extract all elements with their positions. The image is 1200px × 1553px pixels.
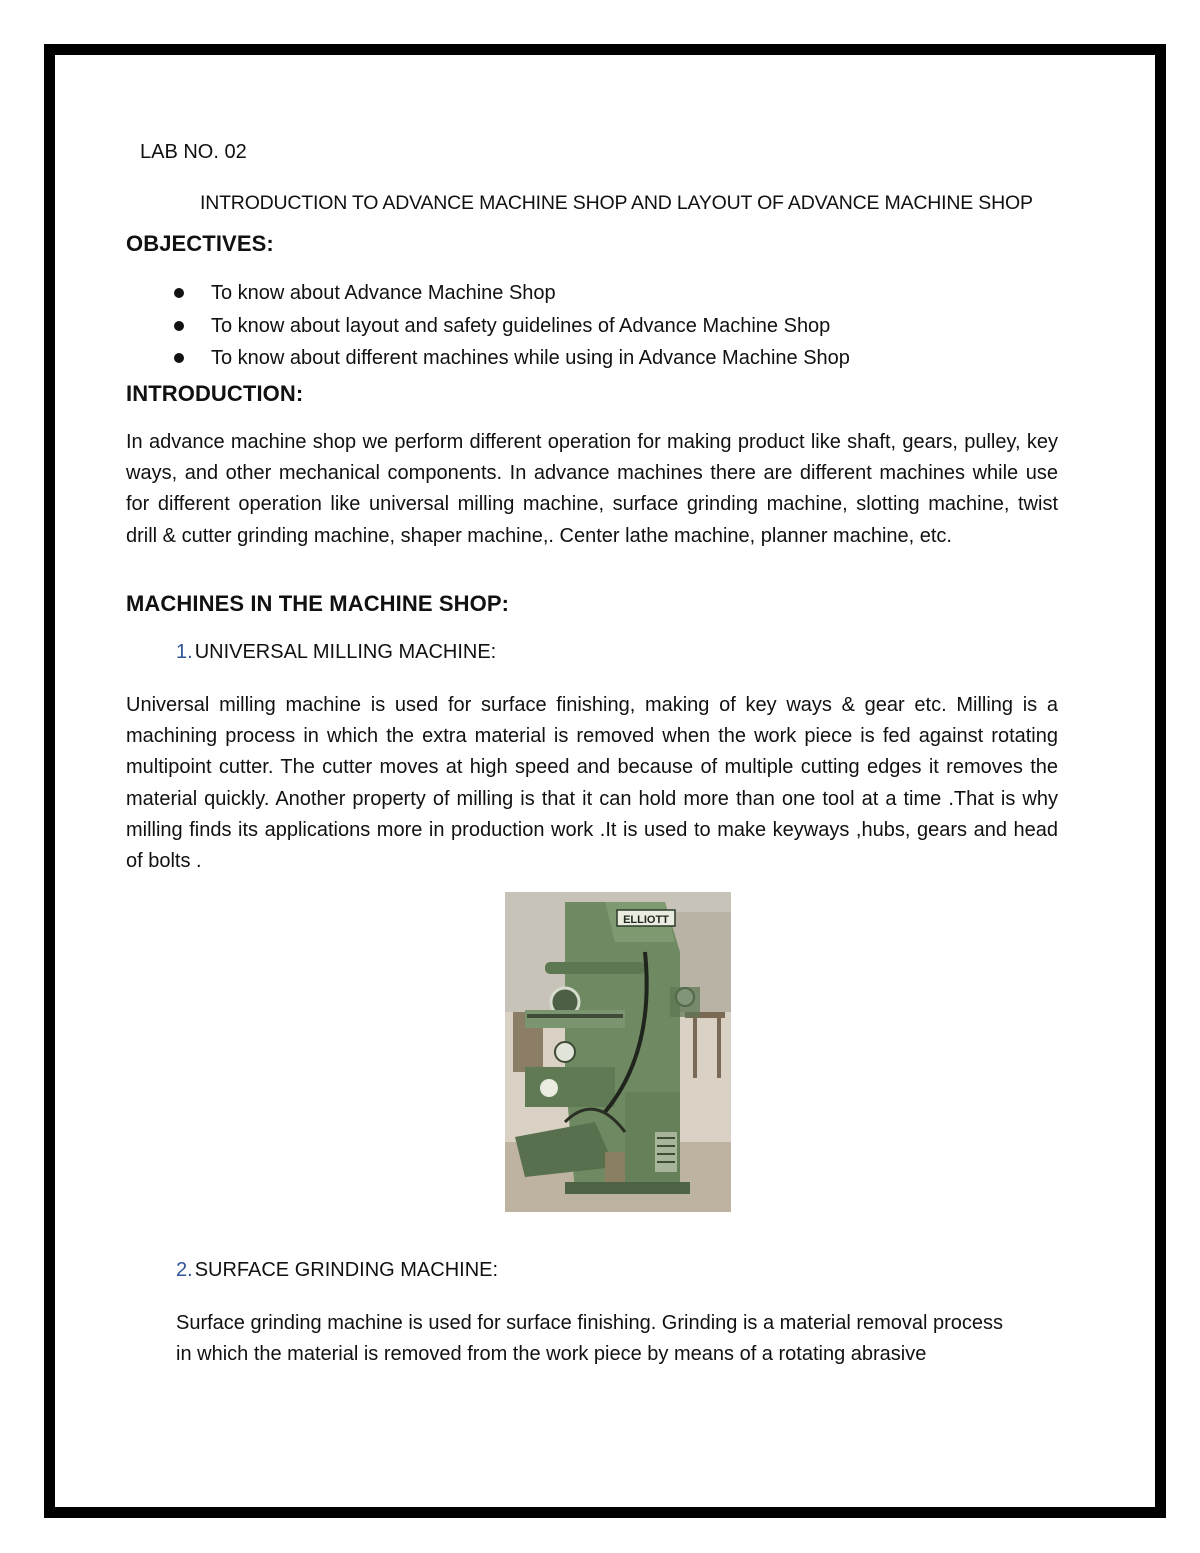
list-item bbox=[172, 312, 850, 345]
machine-1-number: 1. bbox=[176, 641, 193, 663]
list-item bbox=[172, 279, 850, 312]
machine-2-heading bbox=[176, 1259, 498, 1282]
list-item bbox=[172, 344, 850, 377]
introduction-heading: INTRODUCTION: bbox=[126, 381, 304, 406]
machine-brand-label: ELLIOTT bbox=[623, 914, 669, 926]
milling-machine-illustration bbox=[505, 892, 731, 1212]
machine-2-number: 2. bbox=[176, 1259, 193, 1281]
bullet-icon bbox=[174, 321, 184, 331]
objective-text: To know about Advance Machine Shop bbox=[211, 282, 556, 304]
machines-heading: MACHINES IN THE MACHINE SHOP: bbox=[126, 591, 510, 616]
machine-2-title: SURFACE GRINDING MACHINE: bbox=[194, 1259, 499, 1281]
introduction-paragraph: In advance machine shop we perform different operation for making product like shaft, gears, pulley, key ways, and other mechanical components. In advance machines there are different machines while use for different operation like universal milling machine, surface grinding machine, slotting machine, twist drill & cutter grinding machine, shaper machine,. Center lathe machine, planner machine, etc. bbox=[126, 431, 1058, 547]
bullet-icon bbox=[174, 288, 184, 298]
bullet-icon bbox=[174, 353, 184, 363]
grinding-paragraph: Surface grinding machine is used for surface finishing. Grinding is a material removal process in which the material is removed from the work piece by means of a rotating abrasive bbox=[176, 1312, 1004, 1366]
machine-1-title: UNIVERSAL MILLING MACHINE: bbox=[194, 641, 497, 663]
lab-number: LAB NO. 02 bbox=[140, 141, 247, 163]
objective-text: To know about different machines while using in Advance Machine Shop bbox=[211, 347, 850, 369]
milling-machine-photo bbox=[505, 892, 731, 1212]
document-title: INTRODUCTION TO ADVANCE MACHINE SHOP AND LAYOUT OF ADVANCE MACHINE SHOP bbox=[200, 192, 1033, 214]
milling-paragraph: Universal milling machine is used for surface finishing, making of key ways & gear etc. Milling is a machining process in which the extra material is removed when the work piece is fed against rotating multipoint cutter. The cutter moves at high speed and because of multiple cutting edges it removes the material quickly. Another property of milling is that it can hold more than one tool at a time .That is why milling finds its applications more in production work .It is used to make keyways ,hubs, gears and head of bolts . bbox=[126, 694, 1058, 873]
objectives-list bbox=[172, 279, 850, 377]
objectives-heading: OBJECTIVES: bbox=[126, 231, 274, 256]
objective-text: To know about layout and safety guidelines of Advance Machine Shop bbox=[211, 314, 831, 337]
machine-1-heading bbox=[176, 641, 496, 664]
